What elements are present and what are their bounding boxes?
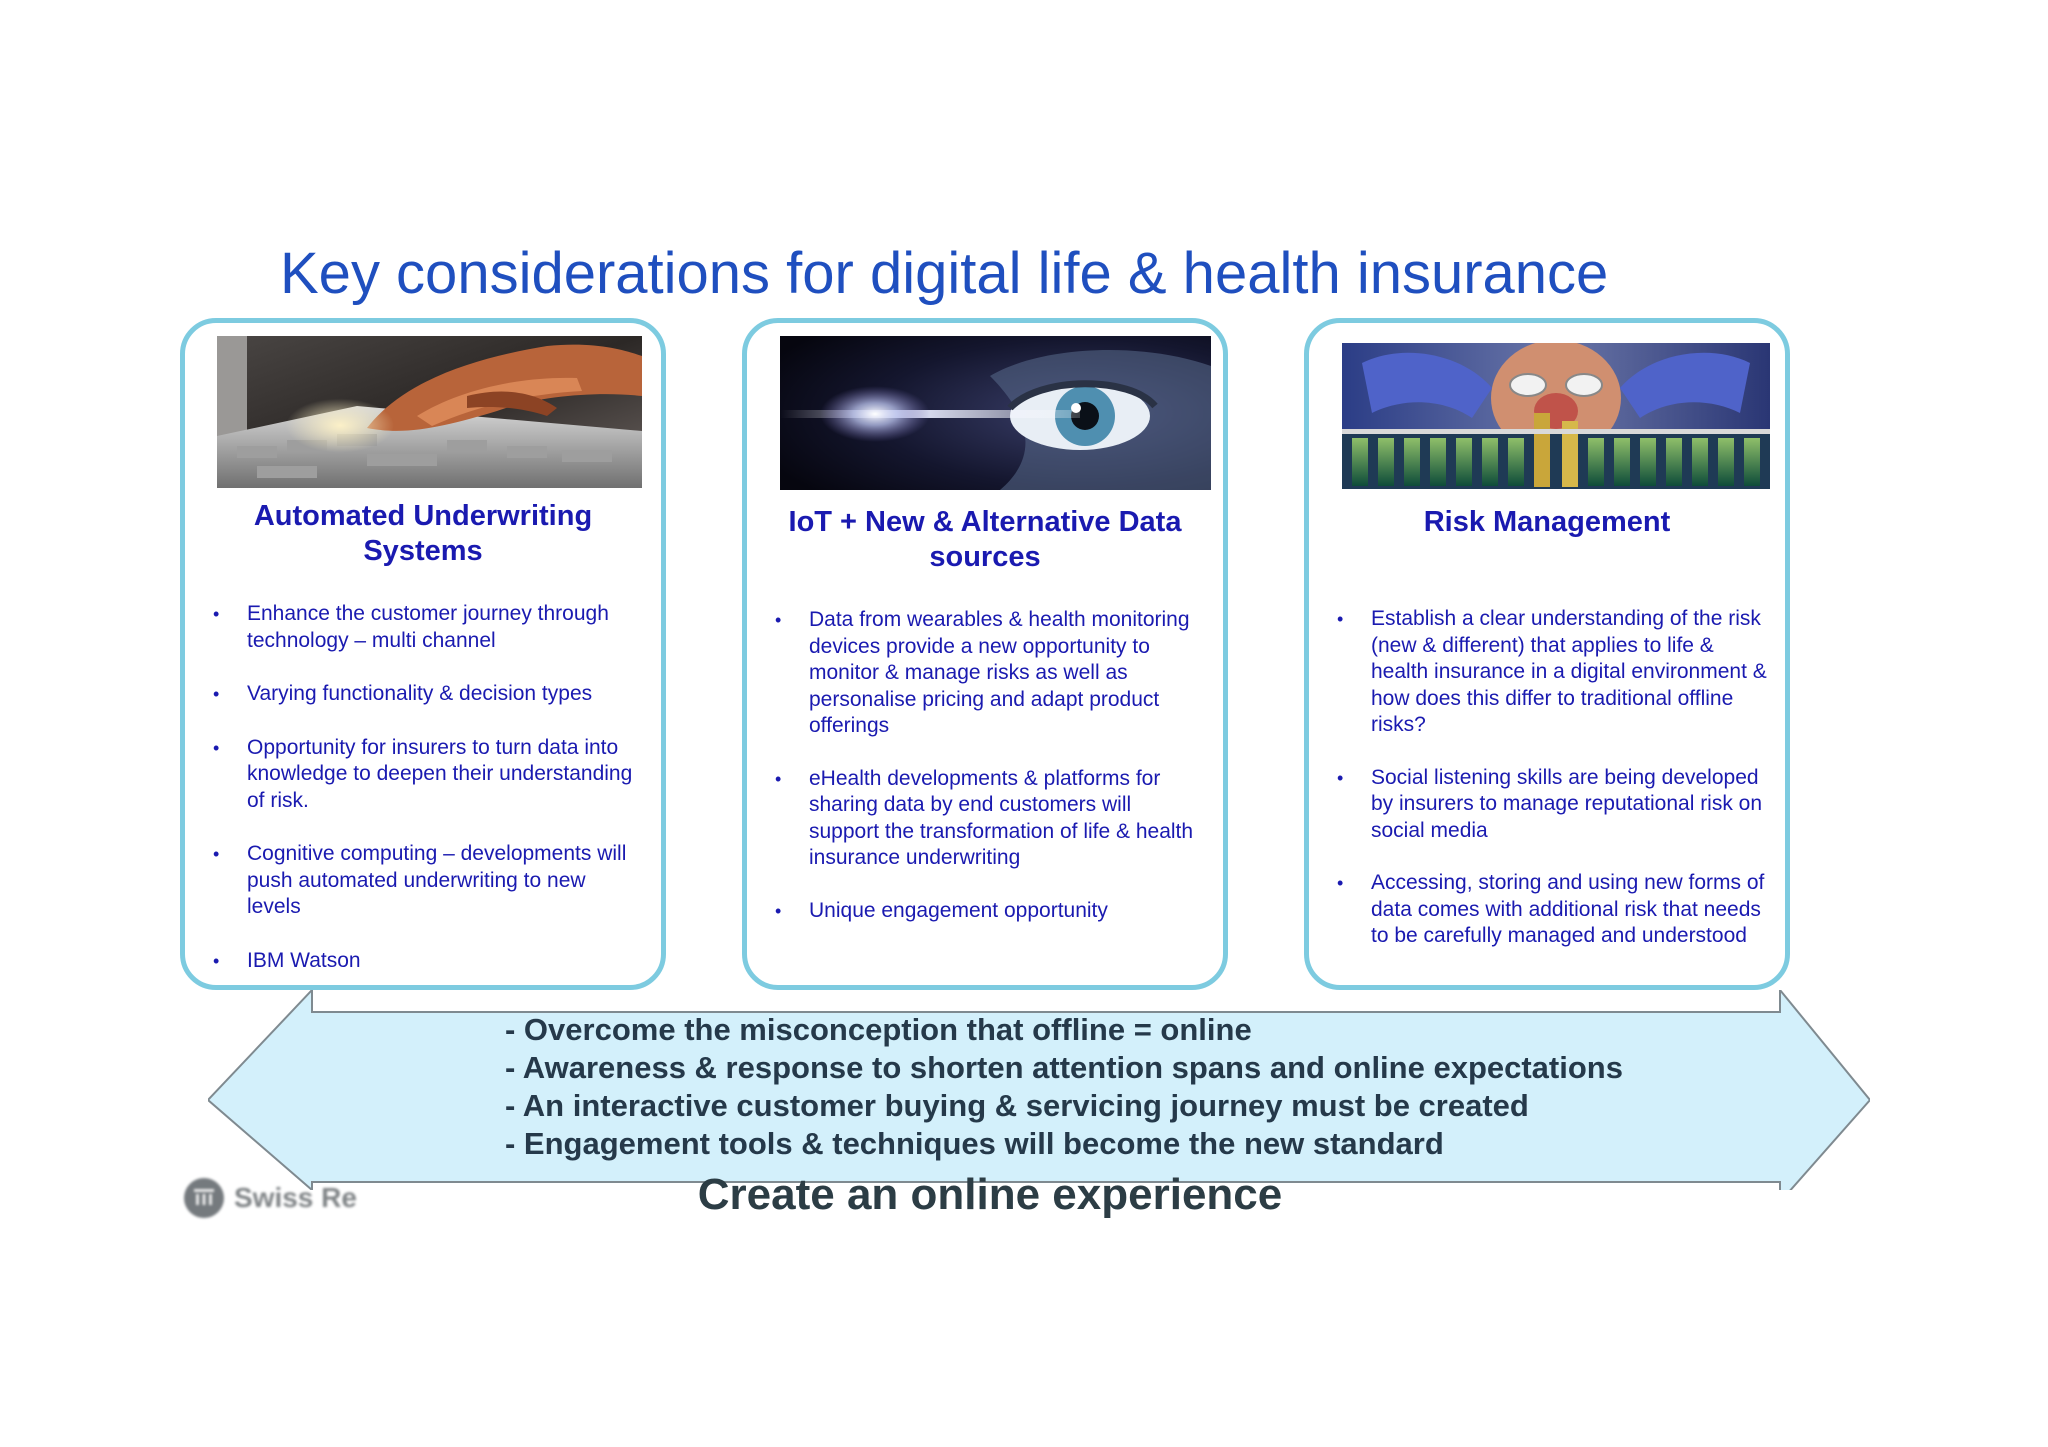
bottom-title: Create an online experience <box>697 1170 1283 1219</box>
bullet-item: • Enhance the customer journey through technology – multi channel <box>213 602 609 652</box>
card-title <box>185 499 661 569</box>
slide-title: Key considerations for digital life & health insurance <box>280 241 1609 306</box>
bullet-item: • Establish a clear understanding of the risk (new & different) that applies to life & health insurance in a digital environment & how does this differ to traditional offline risks? <box>1337 607 1767 736</box>
card-risk-management <box>1304 318 1790 990</box>
bullet-list <box>213 601 643 974</box>
bullet-item: • Varying functionality & decision types <box>213 682 593 705</box>
bullet-list <box>775 607 1205 924</box>
bullet-item: • Unique engagement opportunity <box>775 898 1108 922</box>
bullet-item: • Cognitive computing – developments will push automated underwriting to new levels <box>213 842 627 918</box>
scientist-test-tubes-photo <box>1342 343 1770 489</box>
card-title-line: IoT + New & Alternative Data <box>788 506 1182 538</box>
card-title-line: Systems <box>363 535 483 567</box>
arrow-message: - Overcome the misconception that offline = online <box>505 1012 1252 1047</box>
bullet-list <box>1337 606 1767 950</box>
eye-light-photo <box>780 336 1211 490</box>
card-title <box>1309 505 1785 540</box>
card-automated-underwriting <box>180 318 666 990</box>
card-title <box>747 505 1223 575</box>
card-title-line: Automated Underwriting <box>253 500 593 532</box>
bullet-item: • Accessing, storing and using new forms of data comes with additional risk that needs to be carefully managed and understood <box>1337 871 1765 947</box>
bullet-item: • IBM Watson <box>213 948 361 972</box>
arrow-message: - Awareness & response to shorten attention spans and online expectations <box>505 1050 1623 1085</box>
bullet-item: • Social listening skills are being developed by insurers to manage reputational risk on social media <box>1337 765 1763 842</box>
bullet-item: • Opportunity for insurers to turn data into knowledge to deepen their understanding of risk. <box>213 735 633 812</box>
card-iot-alternative-data <box>742 318 1228 990</box>
logo-text: Swiss Re <box>234 1182 357 1213</box>
card-title-line: sources <box>929 541 1041 573</box>
arrow-message-list <box>505 1011 1623 1163</box>
arrow-message: - An interactive customer buying & servicing journey must be created <box>505 1088 1529 1123</box>
card-title-line: Risk Management <box>1423 506 1671 538</box>
hand-keyboard-photo <box>217 336 642 488</box>
bullet-item: • eHealth developments & platforms for sharing data by end customers will support the transformation of life & health insurance underwriting <box>775 766 1194 869</box>
bullet-item: • Data from wearables & health monitoring devices provide a new opportunity to monitor & manage risks as well as personalise pricing and adapt product offerings <box>775 608 1190 737</box>
arrow-message: - Engagement tools & techniques will become the new standard <box>505 1126 1444 1161</box>
